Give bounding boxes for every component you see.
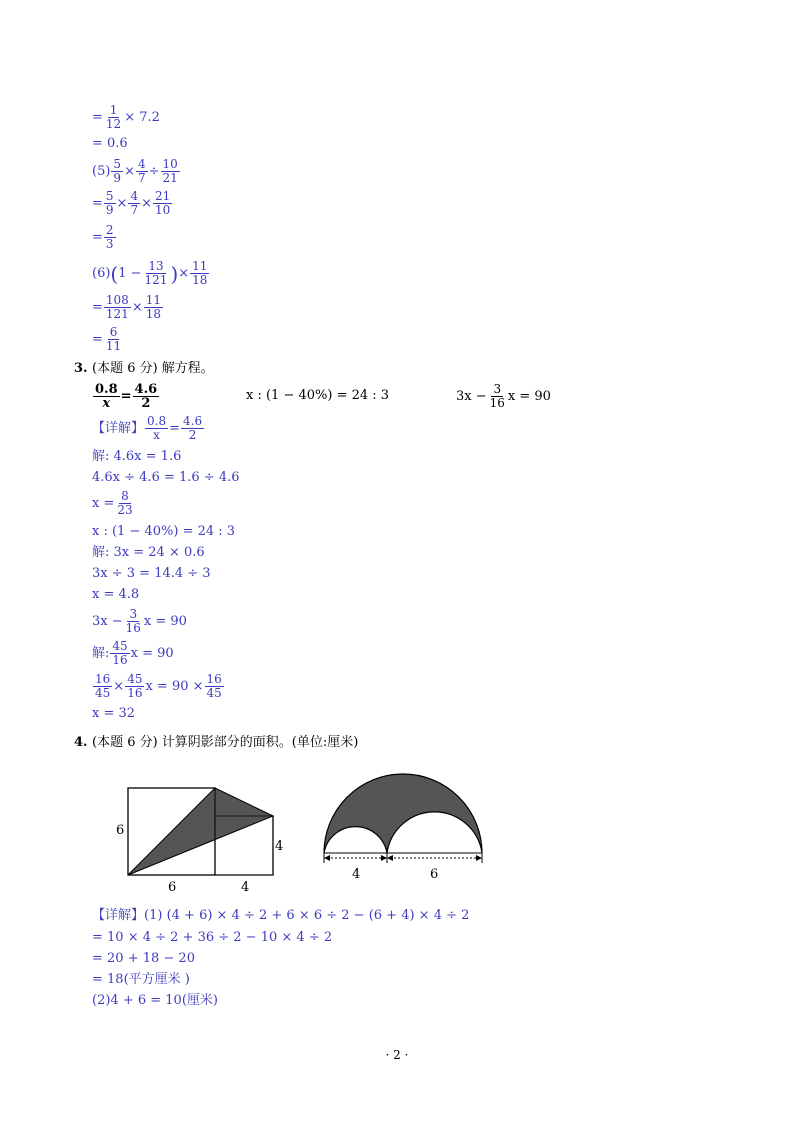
arrow-icon xyxy=(324,855,330,861)
equation-2 xyxy=(246,388,389,403)
paren: ) xyxy=(170,261,179,286)
denominator: 16 xyxy=(127,686,143,700)
solution-line xyxy=(92,470,240,486)
numerator: 16 xyxy=(206,672,222,686)
numerator: 11 xyxy=(145,293,161,307)
denominator: 45 xyxy=(95,686,111,700)
fraction xyxy=(104,190,116,217)
fraction xyxy=(143,260,170,287)
text: 解: 4.6x = 1.6 xyxy=(92,449,182,464)
denominator: 121 xyxy=(105,307,129,321)
calc-line xyxy=(92,224,117,251)
numerator: 0.8 xyxy=(95,382,118,397)
denominator: 16 xyxy=(112,653,128,667)
calc-line xyxy=(92,136,128,152)
fraction xyxy=(153,190,172,217)
solution-line xyxy=(92,930,332,946)
label-6-bottom: 6 xyxy=(168,880,177,895)
arrow-icon xyxy=(476,855,482,861)
fraction xyxy=(104,224,116,251)
numerator: 108 xyxy=(105,293,129,307)
numerator: 4 xyxy=(137,157,146,171)
calc-line xyxy=(92,190,173,217)
denominator: 21 xyxy=(162,171,178,185)
denominator: 3 xyxy=(105,237,114,251)
fraction xyxy=(124,608,143,635)
solution-line xyxy=(92,449,181,465)
figure-rectangle-triangles xyxy=(108,780,298,895)
denominator: 2 xyxy=(141,396,151,411)
denominator: 11 xyxy=(105,339,122,353)
operator: = xyxy=(169,420,181,436)
fraction xyxy=(190,260,209,287)
fraction xyxy=(125,673,144,700)
text: (6) xyxy=(92,265,111,281)
numerator: 0.8 xyxy=(147,414,167,428)
fraction xyxy=(136,158,148,185)
solution-line xyxy=(92,587,139,603)
numerator: 1 xyxy=(109,103,118,117)
operator: × xyxy=(113,678,125,694)
text: 1 − xyxy=(118,265,142,281)
text: x = 4.8 xyxy=(92,587,140,602)
text: = xyxy=(92,299,103,315)
text: x = 90 xyxy=(130,645,174,661)
solution-line xyxy=(92,706,135,722)
fraction xyxy=(181,415,204,442)
solution-line xyxy=(92,972,190,988)
denominator: x xyxy=(153,428,160,442)
fraction xyxy=(104,326,123,353)
numerator: 10 xyxy=(162,157,178,171)
calc-line xyxy=(92,294,164,321)
solution-line xyxy=(92,993,218,1009)
label-4: 4 xyxy=(352,867,361,882)
denominator: 45 xyxy=(206,686,222,700)
numerator: 6 xyxy=(109,325,118,339)
equation-3 xyxy=(456,383,551,410)
question-3-heading xyxy=(74,361,214,377)
fraction xyxy=(104,104,123,131)
numerator: 16 xyxy=(95,672,111,686)
fraction xyxy=(133,383,160,410)
equation-1 xyxy=(92,383,160,410)
solution-line xyxy=(92,640,174,667)
text: (5) xyxy=(92,163,111,179)
text: 3x − xyxy=(456,389,487,404)
numerator: 4.6 xyxy=(134,382,158,397)
text: 3x − xyxy=(92,613,123,629)
label-6-left: 6 xyxy=(116,823,125,838)
numerator: 45 xyxy=(127,672,143,686)
text: (2)4 + 6 = 10(厘米) xyxy=(92,993,218,1008)
fraction xyxy=(111,158,123,185)
calc-line xyxy=(92,326,124,353)
paren: ( xyxy=(110,261,119,286)
operator: × xyxy=(124,163,135,179)
denominator: 2 xyxy=(188,428,197,442)
fraction xyxy=(488,383,507,410)
text: x = 90 xyxy=(507,389,551,404)
calc-line xyxy=(92,104,160,131)
denominator: 9 xyxy=(105,203,114,217)
operator: = xyxy=(120,389,132,404)
denominator: 9 xyxy=(113,171,122,185)
arrow-icon xyxy=(381,855,387,861)
denominator: 16 xyxy=(125,621,141,635)
page-number: · 2 · xyxy=(385,1048,409,1062)
text: 4.6x ÷ 4.6 = 1.6 ÷ 4.6 xyxy=(92,470,240,485)
text: 3x ÷ 3 = 14.4 ÷ 3 xyxy=(92,566,211,581)
text: 解: xyxy=(92,645,110,661)
question-4-heading xyxy=(74,735,358,751)
text: × 7.2 xyxy=(124,109,160,125)
text: x = 32 xyxy=(92,706,136,721)
text: x : (1 − 40%) = 24 : 3 xyxy=(92,524,236,539)
arrow-icon xyxy=(387,855,393,861)
denominator: 7 xyxy=(137,171,146,185)
denominator: x xyxy=(102,396,111,411)
question-title: (本题 6 分) 解方程。 xyxy=(92,361,214,376)
text: x : (1 − 40%) = 24 : 3 xyxy=(246,388,390,403)
text: x = 90 × xyxy=(145,678,204,694)
solution-line xyxy=(92,608,187,635)
text: = 18(平方厘米 ) xyxy=(92,972,190,987)
text: = xyxy=(92,109,103,125)
numerator: 3 xyxy=(129,607,138,621)
operator: ÷ xyxy=(148,163,160,179)
label-4-right: 4 xyxy=(275,839,284,854)
solution-line xyxy=(92,951,195,967)
denominator: 18 xyxy=(192,273,208,287)
text: = xyxy=(92,331,103,347)
label-6: 6 xyxy=(430,867,439,882)
text: 解: 3x = 24 × 0.6 xyxy=(92,545,205,560)
numerator: 2 xyxy=(105,223,114,237)
solution-tag: 【详解】 xyxy=(92,420,145,436)
fraction xyxy=(205,673,224,700)
numerator: 21 xyxy=(155,189,171,203)
shaded-triangle xyxy=(128,788,273,875)
numerator: 8 xyxy=(121,489,129,503)
fraction xyxy=(128,190,140,217)
question-title: (本题 6 分) 计算阴影部分的面积。(单位:厘米) xyxy=(92,735,359,750)
fraction xyxy=(93,383,120,410)
numerator: 13 xyxy=(148,259,164,273)
label-4-bottom: 4 xyxy=(241,880,250,895)
fraction xyxy=(145,415,168,442)
numerator: 4.6 xyxy=(183,414,203,428)
numerator: 5 xyxy=(113,157,122,171)
text: = xyxy=(92,195,103,211)
text: (1) (4 + 6) × 4 ÷ 2 + 6 × 6 ÷ 2 − (6 + 4) × 4 ÷ 2 xyxy=(144,908,470,923)
figure-semicircles xyxy=(318,766,490,884)
fraction xyxy=(93,673,112,700)
denominator: 7 xyxy=(130,203,139,217)
text: x = 90 xyxy=(143,613,187,629)
fraction xyxy=(161,158,180,185)
operator: × xyxy=(116,195,128,211)
text: x = xyxy=(92,495,115,511)
numerator: 5 xyxy=(105,189,114,203)
numerator: 11 xyxy=(192,259,208,273)
text: = 10 × 4 ÷ 2 + 36 ÷ 2 − 10 × 4 ÷ 2 xyxy=(92,930,333,945)
denominator: 10 xyxy=(155,203,171,217)
solution-line xyxy=(92,908,469,924)
numerator: 3 xyxy=(493,382,502,396)
denominator: 23 xyxy=(117,503,133,517)
denominator: 16 xyxy=(489,396,505,410)
solution-line xyxy=(92,545,205,561)
fraction xyxy=(115,490,134,517)
calc-line xyxy=(92,158,181,185)
fraction xyxy=(110,640,129,667)
question-number: 4. xyxy=(74,735,88,750)
solution-line xyxy=(92,524,235,540)
text: = 20 + 18 − 20 xyxy=(92,951,195,966)
numerator: 45 xyxy=(112,639,128,653)
solution-line xyxy=(92,490,136,517)
text: = xyxy=(92,229,103,245)
shaded-region xyxy=(324,774,482,853)
calc-line xyxy=(92,260,210,287)
denominator: 121 xyxy=(144,273,168,287)
denominator: 12 xyxy=(105,117,122,131)
numerator: 4 xyxy=(130,189,139,203)
fraction xyxy=(104,294,131,321)
fraction xyxy=(144,294,163,321)
operator: × xyxy=(131,299,143,315)
text: = 0.6 xyxy=(92,136,128,151)
operator: × xyxy=(178,265,190,281)
solution-tag: 【详解】 xyxy=(92,908,145,923)
solution-line xyxy=(92,415,205,442)
question-number: 3. xyxy=(74,361,88,376)
solution-line xyxy=(92,673,225,700)
solution-line xyxy=(92,566,211,582)
operator: × xyxy=(141,195,152,211)
denominator: 18 xyxy=(145,307,161,321)
